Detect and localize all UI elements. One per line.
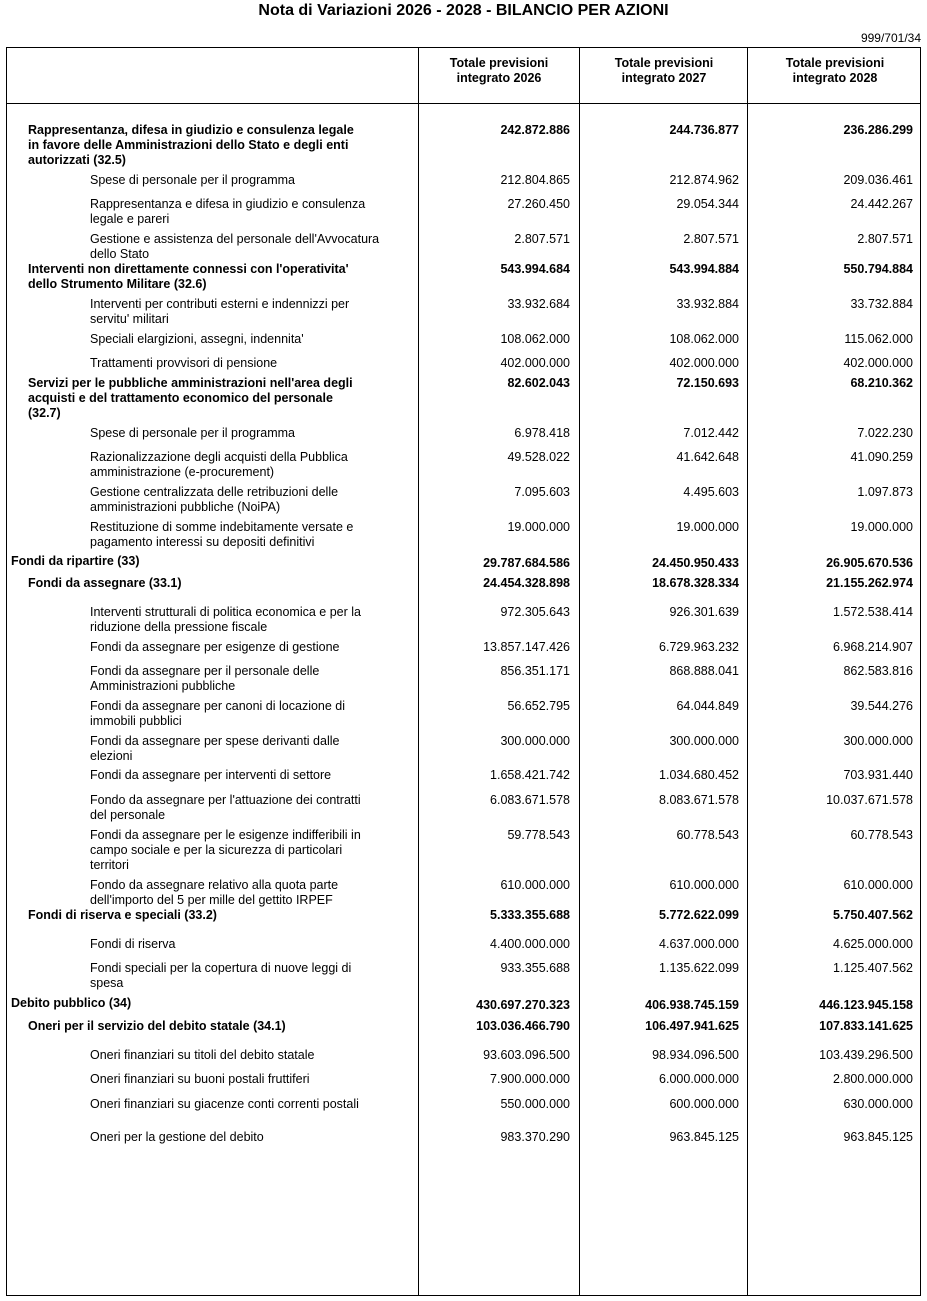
row-value-2028: 68.210.362 <box>850 376 913 390</box>
row-value-2028: 236.286.299 <box>843 123 913 137</box>
row-value-2028: 4.625.000.000 <box>833 937 913 951</box>
row-value-2026: 933.355.688 <box>500 961 570 975</box>
page-title: Nota di Variazioni 2026 - 2028 - BILANCIO PER AZIONI <box>258 2 669 19</box>
row-value-2027: 5.772.622.099 <box>659 908 739 922</box>
row-value-2026: 19.000.000 <box>507 520 570 534</box>
row-value-2026: 430.697.270.323 <box>476 998 570 1012</box>
row-value-2028: 630.000.000 <box>843 1097 913 1111</box>
row-value-2028: 103.439.296.500 <box>819 1048 913 1062</box>
column-header-2026 <box>420 56 578 86</box>
row-label: Oneri finanziari su buoni postali fruttiferi <box>90 1072 310 1086</box>
row-label: Gestione centralizzata delle retribuzioni delle amministrazioni pubbliche (NoiPA) <box>90 485 339 514</box>
row-value-2026: 4.400.000.000 <box>490 937 570 951</box>
column-header-2028 <box>749 56 921 86</box>
row-value-2028: 39.544.276 <box>850 699 913 713</box>
row-value-2026: 856.351.171 <box>500 664 570 678</box>
row-value-2028: 115.062.000 <box>844 332 913 346</box>
row-value-2027: 72.150.693 <box>676 376 739 390</box>
row-value-2028: 26.905.670.536 <box>826 556 913 570</box>
row-value-2026: 49.528.022 <box>507 450 570 464</box>
row-value-2027: 108.062.000 <box>669 332 739 346</box>
row-value-2028: 1.572.538.414 <box>833 605 913 619</box>
row-value-2026: 2.807.571 <box>514 232 570 246</box>
row-value-2028: 550.794.884 <box>843 262 913 276</box>
row-value-2026: 24.454.328.898 <box>483 576 570 590</box>
column-divider <box>747 47 748 1296</box>
row-value-2026: 610.000.000 <box>500 878 570 892</box>
row-label: Fondi da assegnare per canoni di locazione di immobili pubblici <box>90 699 346 728</box>
row-value-2027: 29.054.344 <box>676 197 739 211</box>
row-value-2026: 59.778.543 <box>507 828 570 842</box>
row-value-2026: 7.900.000.000 <box>490 1072 570 1086</box>
row-value-2026: 27.260.450 <box>507 197 570 211</box>
header-divider <box>6 103 921 104</box>
row-value-2028: 107.833.141.625 <box>819 1019 913 1033</box>
row-value-2028: 7.022.230 <box>857 426 913 440</box>
row-value-2026: 103.036.466.790 <box>476 1019 570 1033</box>
row-value-2027: 926.301.639 <box>669 605 739 619</box>
row-label: Fondi da assegnare per spese derivanti dalle elezioni <box>90 734 340 763</box>
row-value-2027: 300.000.000 <box>669 734 739 748</box>
row-value-2026: 108.062.000 <box>500 332 570 346</box>
row-value-2027: 600.000.000 <box>669 1097 739 1111</box>
row-value-2027: 60.778.543 <box>676 828 739 842</box>
row-value-2028: 24.442.267 <box>850 197 913 211</box>
column-header-line: integrato 2026 <box>456 71 542 85</box>
row-value-2026: 5.333.355.688 <box>490 908 570 922</box>
row-value-2026: 13.857.147.426 <box>483 640 570 654</box>
column-header-2027 <box>581 56 747 86</box>
row-label: Rappresentanza, difesa in giudizio e consulenza legale in favore delle Amministrazioni dello Stato e degli enti autorizzati (32.5) <box>28 123 354 167</box>
column-divider <box>418 47 419 1296</box>
row-label: Fondi di riserva <box>90 937 176 951</box>
row-label: Oneri per la gestione del debito <box>90 1130 264 1144</box>
row-value-2027: 106.497.941.625 <box>645 1019 739 1033</box>
row-value-2027: 1.135.622.099 <box>659 961 739 975</box>
row-value-2026: 6.083.671.578 <box>490 793 570 807</box>
row-value-2027: 4.637.000.000 <box>659 937 739 951</box>
row-value-2028: 300.000.000 <box>843 734 913 748</box>
row-value-2026: 1.658.421.742 <box>490 768 570 782</box>
column-header-line: integrato 2028 <box>792 71 878 85</box>
row-value-2026: 93.603.096.500 <box>483 1048 570 1062</box>
row-label: Fondi da assegnare per il personale delle Amministrazioni pubbliche <box>90 664 320 693</box>
row-value-2027: 64.044.849 <box>676 699 739 713</box>
row-value-2028: 33.732.884 <box>850 297 913 311</box>
row-value-2027: 868.888.041 <box>669 664 739 678</box>
row-label: Restituzione di somme indebitamente versate e pagamento interessi su depositi definitivi <box>90 520 354 549</box>
row-value-2027: 4.495.603 <box>683 485 739 499</box>
column-header-line: Totale previsioni <box>614 56 714 70</box>
row-label: Oneri finanziari su titoli del debito statale <box>90 1048 315 1062</box>
row-value-2027: 7.012.442 <box>683 426 739 440</box>
row-label: Fondi da assegnare per esigenze di gestione <box>90 640 340 654</box>
row-label: Oneri finanziari su giacenze conti correnti postali <box>90 1097 359 1111</box>
row-value-2027: 406.938.745.159 <box>645 998 739 1012</box>
row-value-2026: 82.602.043 <box>507 376 570 390</box>
row-label: Fondi da assegnare per interventi di settore <box>90 768 332 782</box>
row-value-2026: 7.095.603 <box>514 485 570 499</box>
row-value-2027: 543.994.884 <box>669 262 739 276</box>
row-value-2027: 19.000.000 <box>676 520 739 534</box>
row-value-2028: 610.000.000 <box>843 878 913 892</box>
row-value-2026: 212.804.865 <box>500 173 570 187</box>
row-value-2027: 24.450.950.433 <box>652 556 739 570</box>
row-value-2026: 33.932.684 <box>507 297 570 311</box>
row-value-2028: 2.800.000.000 <box>833 1072 913 1086</box>
row-label: Speciali elargizioni, assegni, indennita' <box>90 332 304 346</box>
row-value-2027: 1.034.680.452 <box>659 768 739 782</box>
row-value-2026: 242.872.886 <box>500 123 570 137</box>
row-value-2028: 10.037.671.578 <box>826 793 913 807</box>
column-header-line: Totale previsioni <box>449 56 549 70</box>
row-label: Fondi da assegnare (33.1) <box>28 576 182 590</box>
row-value-2027: 6.000.000.000 <box>659 1072 739 1086</box>
row-value-2027: 610.000.000 <box>669 878 739 892</box>
row-label: Debito pubblico (34) <box>11 996 132 1010</box>
row-label: Fondi speciali per la copertura di nuove leggi di spesa <box>90 961 352 990</box>
row-value-2028: 862.583.816 <box>843 664 913 678</box>
row-value-2028: 1.097.873 <box>857 485 913 499</box>
row-value-2026: 983.370.290 <box>500 1130 570 1144</box>
row-value-2028: 963.845.125 <box>843 1130 913 1144</box>
row-label: Fondi da ripartire (33) <box>11 554 140 568</box>
row-value-2027: 212.874.962 <box>669 173 739 187</box>
row-value-2027: 6.729.963.232 <box>659 640 739 654</box>
column-header-line: integrato 2027 <box>621 71 707 85</box>
row-label: Spese di personale per il programma <box>90 173 295 187</box>
row-value-2026: 972.305.643 <box>500 605 570 619</box>
row-value-2027: 402.000.000 <box>669 356 739 370</box>
row-label: Oneri per il servizio del debito statale (34.1) <box>28 1019 286 1033</box>
row-value-2028: 21.155.262.974 <box>826 576 913 590</box>
row-value-2026: 300.000.000 <box>500 734 570 748</box>
row-value-2028: 6.968.214.907 <box>833 640 913 654</box>
row-value-2028: 209.036.461 <box>843 173 913 187</box>
row-value-2027: 2.807.571 <box>683 232 739 246</box>
document-code: 999/701/34 <box>860 31 921 45</box>
row-label: Fondo da assegnare per l'attuazione dei contratti del personale <box>90 793 361 822</box>
row-value-2026: 6.978.418 <box>514 426 570 440</box>
row-label: Spese di personale per il programma <box>90 426 295 440</box>
row-value-2026: 402.000.000 <box>500 356 570 370</box>
row-value-2028: 703.931.440 <box>843 768 913 782</box>
row-label: Fondi da assegnare per le esigenze indifferibili in campo sociale e per la sicurezza di particolari territori <box>90 828 361 872</box>
row-value-2026: 543.994.684 <box>500 262 570 276</box>
row-value-2028: 402.000.000 <box>843 356 913 370</box>
row-value-2028: 5.750.407.562 <box>833 908 913 922</box>
column-divider <box>579 47 580 1296</box>
row-value-2028: 2.807.571 <box>857 232 913 246</box>
row-value-2026: 56.652.795 <box>507 699 570 713</box>
row-value-2027: 8.083.671.578 <box>659 793 739 807</box>
row-label: Trattamenti provvisori di pensione <box>90 356 278 370</box>
row-value-2027: 244.736.877 <box>669 123 739 137</box>
row-label: Gestione e assistenza del personale dell'Avvocatura dello Stato <box>90 232 380 261</box>
row-value-2027: 98.934.096.500 <box>652 1048 739 1062</box>
row-value-2027: 33.932.884 <box>676 297 739 311</box>
row-label: Fondo da assegnare relativo alla quota parte dell'importo del 5 per mille del gettito IRPEF <box>90 878 339 907</box>
row-value-2028: 60.778.543 <box>850 828 913 842</box>
row-value-2027: 963.845.125 <box>669 1130 739 1144</box>
row-value-2027: 18.678.328.334 <box>652 576 739 590</box>
row-label: Rappresentanza e difesa in giudizio e consulenza legale e pareri <box>90 197 366 226</box>
row-label: Fondi di riserva e speciali (33.2) <box>28 908 217 922</box>
column-header-line: Totale previsioni <box>785 56 885 70</box>
row-label: Interventi per contributi esterni e indennizzi per servitu' militari <box>90 297 350 326</box>
row-label: Interventi non direttamente connessi con l'operativita' dello Strumento Militare (32.6) <box>28 262 349 291</box>
row-value-2028: 1.125.407.562 <box>833 961 913 975</box>
row-value-2026: 550.000.000 <box>500 1097 570 1111</box>
row-value-2027: 41.642.648 <box>676 450 739 464</box>
row-label: Servizi per le pubbliche amministrazioni nell'area degli acquisti e del trattamento economico del personale (32.7) <box>28 376 353 420</box>
row-value-2028: 19.000.000 <box>850 520 913 534</box>
row-value-2028: 41.090.259 <box>850 450 913 464</box>
row-label: Interventi strutturali di politica economica e per la riduzione della pressione fiscale <box>90 605 361 634</box>
row-value-2028: 446.123.945.158 <box>819 998 913 1012</box>
row-value-2026: 29.787.684.586 <box>483 556 570 570</box>
row-label: Razionalizzazione degli acquisti della Pubblica amministrazione (e-procurement) <box>90 450 348 479</box>
